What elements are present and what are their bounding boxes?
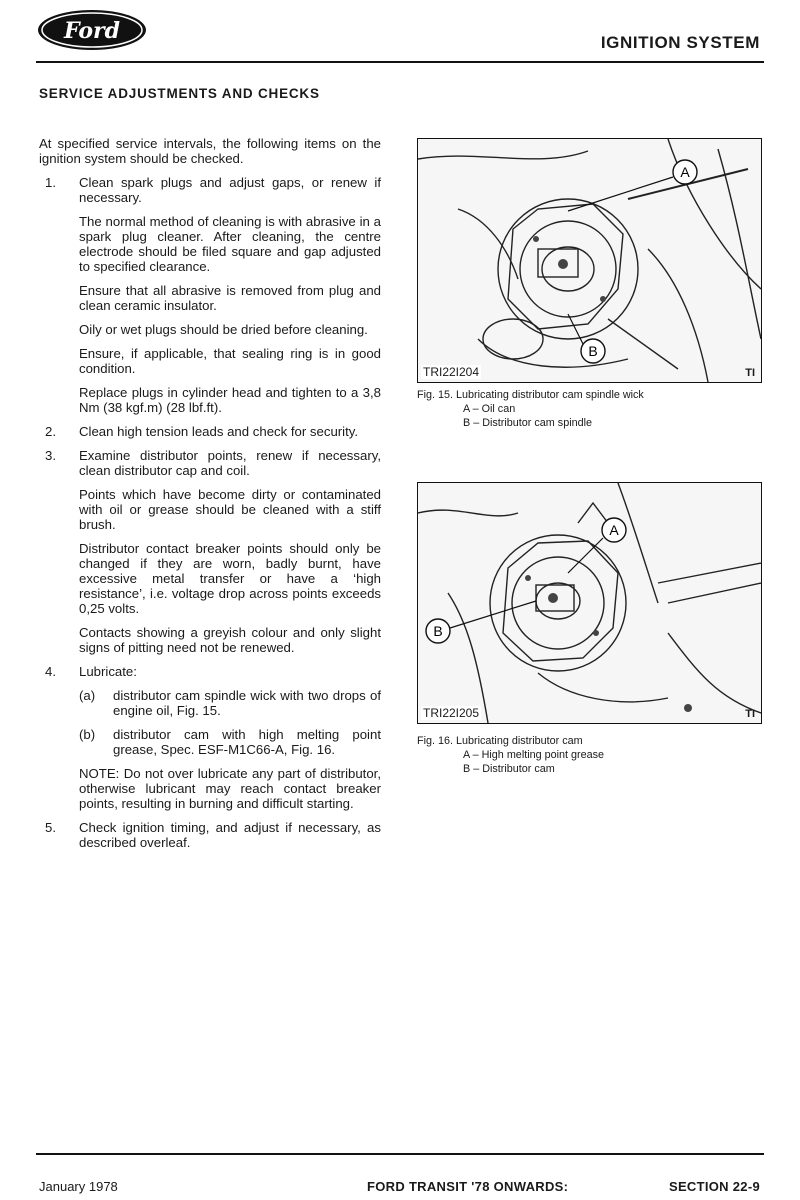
paragraph: Replace plugs in cylinder head and tighten to a 3,8 Nm (38 kgf.m) (28 lbf.ft). bbox=[79, 385, 381, 415]
figure-mark: TI bbox=[745, 367, 755, 379]
legend-item: A – Oil can bbox=[463, 403, 516, 415]
figure-ref: TRI22I205 bbox=[423, 706, 480, 720]
item-number: 4. bbox=[45, 664, 56, 679]
list-item-4 bbox=[39, 664, 381, 820]
paragraph: Distributor contact breaker points should only be changed if they are worn, badly burnt, have excessive metal transfer or have a ‘high resistance’, i.e. voltage drop across points exceeds 0,25 volts. bbox=[79, 541, 381, 616]
item-number: 1. bbox=[45, 175, 56, 190]
caption-title: Fig. 15. Lubricating distributor cam spindle wick bbox=[417, 389, 644, 401]
caption-title: Fig. 16. Lubricating distributor cam bbox=[417, 735, 583, 747]
ford-logo bbox=[36, 8, 148, 52]
figure-15-caption bbox=[417, 388, 760, 430]
footer-model: FORD TRANSIT '78 ONWARDS: bbox=[367, 1179, 569, 1194]
paragraph: Oily or wet plugs should be dried before cleaning. bbox=[79, 322, 368, 337]
section-title: SERVICE ADJUSTMENTS AND CHECKS bbox=[39, 86, 320, 101]
sub-item-text: distributor cam with high melting point grease, Spec. ESF-M1C66-A, Fig. 16. bbox=[113, 727, 381, 757]
callout-b: B bbox=[433, 623, 443, 639]
footer-rule bbox=[36, 1153, 764, 1155]
item-number: 3. bbox=[45, 448, 56, 463]
figure-ref: TRI22I204 bbox=[423, 365, 480, 379]
figure-mark: TI bbox=[745, 708, 755, 720]
note-paragraph: NOTE: Do not over lubricate any part of distributor, otherwise lubricant may reach contact breaker points, resulting in burning and difficult starting. bbox=[79, 766, 381, 811]
logo-text: Ford bbox=[63, 18, 121, 44]
legend-item: B – Distributor cam bbox=[463, 763, 555, 775]
sub-item-letter: (b) bbox=[79, 727, 96, 742]
callout-b: B bbox=[588, 343, 598, 359]
paragraph: Contacts showing a greyish colour and only slight signs of pitting need not be renewed. bbox=[79, 625, 381, 655]
paragraph: Clean high tension leads and check for security. bbox=[79, 424, 359, 439]
footer-date: January 1978 bbox=[39, 1179, 118, 1194]
sub-item-b bbox=[79, 727, 381, 766]
paragraph: Clean spark plugs and adjust gaps, or renew if necessary. bbox=[79, 175, 381, 205]
sub-item-a bbox=[79, 688, 381, 727]
list-item-2 bbox=[39, 424, 381, 448]
distributor-wick-drawing bbox=[418, 139, 761, 382]
body-text-column bbox=[39, 136, 381, 859]
callout-a: A bbox=[680, 164, 690, 180]
list-item-3 bbox=[39, 448, 381, 664]
header-rule bbox=[36, 61, 764, 63]
paragraph: Ensure that all abrasive is removed from plug and clean ceramic insulator. bbox=[79, 283, 381, 313]
paragraph: Ensure, if applicable, that sealing ring is in good condition. bbox=[79, 346, 381, 376]
legend-item: A – High melting point grease bbox=[463, 749, 605, 761]
paragraph: Lubricate: bbox=[79, 664, 137, 679]
distributor-cam-drawing bbox=[418, 483, 761, 723]
intro-paragraph: At specified service intervals, the following items on the ignition system should be checked. bbox=[39, 136, 381, 166]
list-item-5 bbox=[39, 820, 381, 859]
sub-item-letter: (a) bbox=[79, 688, 96, 703]
figure-16-illustration bbox=[417, 482, 762, 724]
footer-section: SECTION 22-9 bbox=[668, 1179, 760, 1194]
figure-16-caption bbox=[417, 734, 760, 776]
paragraph: Points which have become dirty or contaminated with oil or grease should be cleaned with a stiff brush. bbox=[79, 487, 381, 532]
chapter-title: IGNITION SYSTEM bbox=[600, 33, 760, 52]
paragraph: The normal method of cleaning is with abrasive in a spark plug cleaner. After cleaning, the centre electrode should be filed square and gap adjusted to specified clearance. bbox=[79, 214, 381, 274]
paragraph: Check ignition timing, and adjust if necessary, as described overleaf. bbox=[79, 820, 381, 850]
sub-item-text: distributor cam spindle wick with two drops of engine oil, Fig. 15. bbox=[113, 688, 381, 718]
legend-item: B – Distributor cam spindle bbox=[463, 417, 593, 429]
list-item-1 bbox=[39, 175, 381, 424]
callout-a: A bbox=[609, 522, 619, 538]
item-number: 2. bbox=[45, 424, 56, 439]
figure-15-illustration bbox=[417, 138, 762, 383]
item-number: 5. bbox=[45, 820, 56, 835]
paragraph: Examine distributor points, renew if necessary, clean distributor cap and coil. bbox=[79, 448, 381, 478]
